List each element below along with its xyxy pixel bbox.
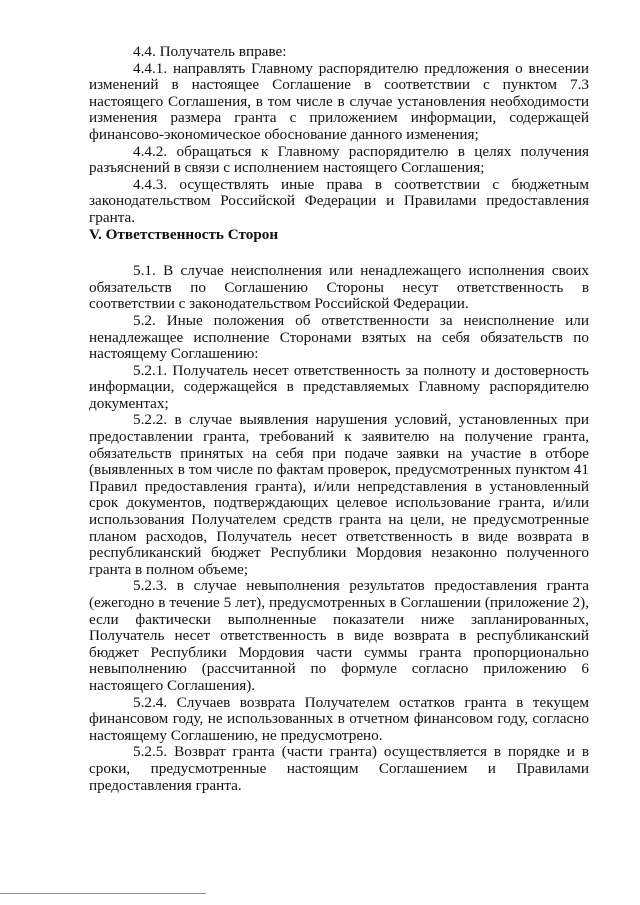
paragraph-5-2-4: 5.2.4. Случаев возврата Получателем остатков гранта в текущем финансовом году, не использованных в отчетном финансовом году, согласно настоящему Соглашению, не предусмотрено. <box>89 693 589 744</box>
paragraph-5-2-2: 5.2.2. в случае выявления нарушения условий, установленных при предоставлении гранта, требований к заявителю на получение гранта, обязательств принятых на себя при подаче заявки на участие в отборе (выявленных в том числе по фактам проверок, предусмотренных пунктом 41 Правил предоставления гранта), и/или непредставления в установленный срок документов, подтверждающих целевое использование гранта, и/или использования Получателем средств гранта на цели, не предусмотренные планом расходов, Получатель несет ответственность в виде возврата в республиканский бюджет Республики Мордовия незаконно полученного гранта в полном объеме; <box>89 411 589 578</box>
footer-rule <box>0 893 206 894</box>
paragraph-5-1: 5.1. В случае неисполнения или ненадлежащего исполнения своих обязательств по Соглашению Стороны несут ответственность в соответствии с законодательством Российской Федерации. <box>89 262 589 313</box>
paragraph-4-4-2: 4.4.2. обращаться к Главному распорядителю в целях получения разъяснений в связи с исполнением настоящего Соглашения; <box>89 142 589 177</box>
paragraph-4-4: 4.4. Получатель вправе: <box>133 43 287 60</box>
section-5-responsibility <box>89 227 589 795</box>
paragraph-5-2-5: 5.2.5. Возврат гранта (части гранта) осуществляется в порядке и в сроки, предусмотренные настоящим Соглашением и Правилами предоставления гранта. <box>89 743 589 794</box>
document-body <box>89 44 589 794</box>
section-4-4-rights <box>89 44 589 227</box>
section-title: V. Ответственность Сторон <box>89 225 279 243</box>
paragraph-5-2: 5.2. Иные положения об ответственности за неисполнение или ненадлежащее исполнение Сторонами взятых на себя обязательств по настоящему Соглашению: <box>89 311 589 363</box>
paragraph-4-4-1: 4.4.1. направлять Главному распорядителю предложения о внесении изменений в настоящее Соглашение в соответствии с пунктом 7.3 настоящего Соглашения, в том числе в случае установления необходимости изменения размера гранта с приложением информации, содержащей финансово-экономическое обоснование данного изменения; <box>89 59 589 143</box>
paragraph-5-2-1: 5.2.1. Получатель несет ответственность за полноту и достоверность информации, содержащейся в представляемых Главному распорядителю документах; <box>89 361 589 412</box>
paragraph-5-2-3: 5.2.3. в случае невыполнения результатов предоставления гранта (ежегодно в течение 5 лет), предусмотренных в Соглашении (приложение 2), если фактически выполненные показатели ниже запланированных, Получатель несет ответственность в виде возврата в республиканский бюджет Республики Мордовия части суммы гранта пропорционально невыполнению (рассчитанной по формуле согласно приложению 6 настоящего Соглашения). <box>89 577 589 694</box>
paragraph-4-4-3: 4.4.3. осуществлять иные права в соответствии с бюджетным законодательством Российской Федерации и Правилами предоставления гранта. <box>89 175 589 226</box>
